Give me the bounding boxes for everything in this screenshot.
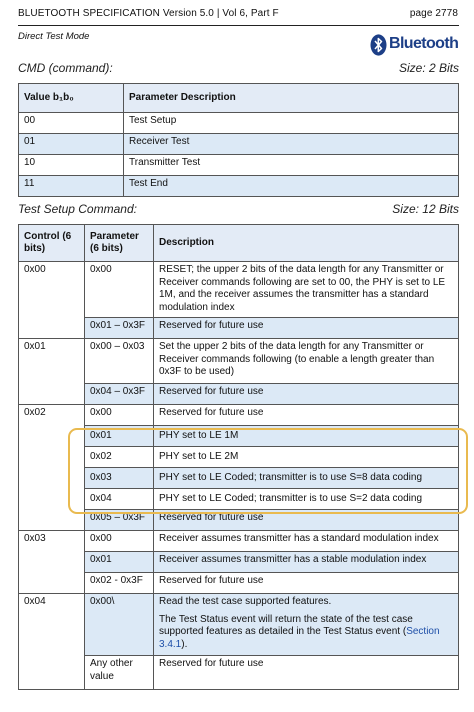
description: PHY set to LE Coded; transmitter is to use S=8 data coding [154, 468, 459, 489]
column-header: Parameter (6 bits) [85, 225, 154, 262]
parameter-value: 0x04 – 0x3F [85, 384, 154, 405]
cmd-caption-label: CMD (command): [18, 61, 113, 75]
parameter-value: 0x00 [85, 405, 154, 426]
description: Reserved for future use [154, 384, 459, 405]
bluetooth-rune-icon [370, 34, 387, 56]
bluetooth-logo [370, 33, 462, 57]
table-row [19, 262, 459, 318]
description: Reserved for future use [154, 318, 459, 339]
cmd-description: Transmitter Test [124, 155, 459, 176]
description: Receiver assumes transmitter has a stable modulation index [154, 552, 459, 573]
setup-caption-label: Test Setup Command: [18, 202, 137, 216]
description: PHY set to LE Coded; transmitter is to use S=2 data coding [154, 489, 459, 510]
table-row [19, 176, 459, 197]
table-row [19, 134, 459, 155]
parameter-value: 0x04 [85, 489, 154, 510]
column-header: Value b₁b₀ [19, 84, 124, 113]
section-subtitle: Direct Test Mode [18, 31, 90, 42]
description [154, 594, 459, 656]
table-row [19, 510, 459, 531]
control-value: 0x02 [19, 405, 85, 531]
description: Reserved for future use [154, 573, 459, 594]
description: Set the upper 2 bits of the data length for any Transmitter or Receiver commands following (to enable a length greater than 0x3F to be used) [154, 339, 459, 384]
table-header-row [19, 225, 459, 262]
table-row [19, 552, 459, 573]
parameter-value: Any other value [85, 656, 154, 690]
cmd-table [18, 83, 459, 197]
column-header: Description [154, 225, 459, 262]
cmd-description: Receiver Test [124, 134, 459, 155]
cmd-description: Test End [124, 176, 459, 197]
control-value: 0x01 [19, 339, 85, 405]
page-header [18, 8, 458, 24]
table-row [19, 594, 459, 656]
table-row [19, 318, 459, 339]
table-row [19, 113, 459, 134]
page-number: page 2778 [409, 8, 458, 19]
control-value: 0x04 [19, 594, 85, 690]
table-row [19, 468, 459, 489]
cmd-caption [18, 61, 459, 79]
cmd-value: 01 [19, 134, 124, 155]
cmd-value: 00 [19, 113, 124, 134]
control-value: 0x00 [19, 262, 85, 339]
table-row [19, 405, 459, 426]
parameter-value: 0x01 – 0x3F [85, 318, 154, 339]
cmd-description: Test Setup [124, 113, 459, 134]
description: Reserved for future use [154, 405, 459, 426]
table-row [19, 531, 459, 552]
description-line: Read the test case supported features. [159, 596, 332, 607]
description-text: The Test Status event will return the state of the test case supported features as detailed in the Test Status event ( [159, 613, 413, 637]
column-header: Parameter Description [124, 84, 459, 113]
setup-caption [18, 202, 459, 220]
column-header: Control (6 bits) [19, 225, 85, 262]
description: Reserved for future use [154, 656, 459, 690]
table-header-row [19, 84, 459, 113]
table-row [19, 573, 459, 594]
table-row [19, 384, 459, 405]
parameter-value: 0x02 [85, 447, 154, 468]
parameter-value: 0x01 [85, 426, 154, 447]
cmd-size: Size: 2 Bits [398, 61, 459, 75]
header-rule [18, 25, 459, 26]
section-link[interactable]: Section 3.4.1 [159, 626, 440, 650]
parameter-value: 0x05 – 0x3F [85, 510, 154, 531]
bluetooth-wordmark: Bluetooth [389, 35, 459, 52]
setup-table [18, 224, 459, 690]
table-row [19, 155, 459, 176]
description: PHY set to LE 1M [154, 426, 459, 447]
parameter-value: 0x00 [85, 262, 154, 318]
description: RESET; the upper 2 bits of the data length for any Transmitter or Receiver commands following are set to 00, the PHY is set to LE 1M, and the receiver assumes the transmitter has a standard modulation index [154, 262, 459, 318]
table-row [19, 489, 459, 510]
cmd-value: 11 [19, 176, 124, 197]
table-row [19, 426, 459, 447]
parameter-value: 0x00 [85, 531, 154, 552]
header-title: BLUETOOTH SPECIFICATION Version 5.0 | Vol 6, Part F [18, 8, 279, 19]
parameter-value: 0x00\ [85, 594, 154, 656]
description-paragraph [159, 614, 453, 652]
description: Reserved for future use [154, 510, 459, 531]
setup-size: Size: 12 Bits [392, 202, 459, 216]
cmd-value: 10 [19, 155, 124, 176]
parameter-value: 0x02 - 0x3F [85, 573, 154, 594]
control-value: 0x03 [19, 531, 85, 594]
description: PHY set to LE 2M [154, 447, 459, 468]
table-row [19, 447, 459, 468]
table-row [19, 339, 459, 384]
parameter-value: 0x03 [85, 468, 154, 489]
table-row [19, 656, 459, 690]
description-text: ). [181, 638, 188, 650]
parameter-value: 0x01 [85, 552, 154, 573]
parameter-value: 0x00 – 0x03 [85, 339, 154, 384]
description: Receiver assumes transmitter has a standard modulation index [154, 531, 459, 552]
